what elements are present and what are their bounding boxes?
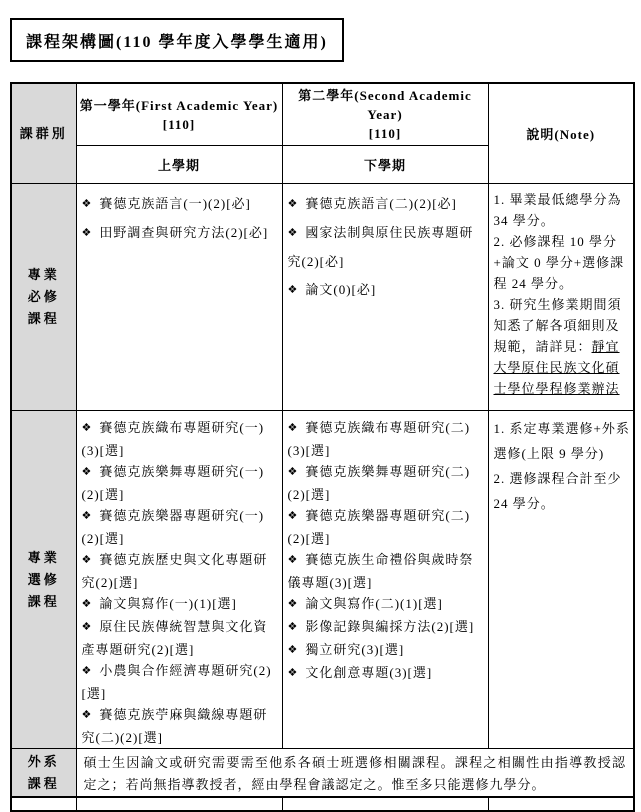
course-text: 文化創意專題(3)[選] — [305, 665, 433, 680]
diamond-bullet-icon: ❖ — [81, 554, 93, 566]
course-text: 國家法制與原住民族專題研究(2)[必] — [287, 225, 474, 269]
header-year1-title: 第一學年(First Academic Year) — [79, 97, 279, 113]
diamond-bullet-icon: ❖ — [81, 198, 93, 210]
diamond-bullet-icon: ❖ — [81, 709, 93, 721]
course-item — [288, 639, 486, 662]
diamond-bullet-icon: ❖ — [287, 510, 299, 522]
header-year2 — [282, 83, 488, 146]
course-item — [82, 417, 280, 461]
required-row-label — [11, 184, 76, 411]
course-text: 小農與合作經濟專題研究(2)[選] — [81, 663, 272, 701]
course-item — [288, 593, 486, 616]
header-row-year — [11, 83, 634, 146]
course-item — [288, 190, 486, 219]
course-item — [288, 219, 486, 276]
diamond-bullet-icon: ❖ — [287, 227, 299, 239]
clipped-cell — [11, 797, 76, 811]
course-item — [82, 660, 280, 704]
header-year2-title: 第二學年(Second Academic Year) — [298, 88, 472, 122]
header-sem2 — [282, 146, 488, 184]
course-item — [82, 704, 280, 748]
course-text: 賽德克族樂舞專題研究(二)(2)[選] — [287, 464, 471, 502]
header-course-group-label: 課群別 — [19, 125, 68, 141]
required-label-line: 專業 — [27, 267, 60, 282]
header-course-group — [11, 83, 76, 184]
course-text: 賽德克族語言(一)(2)[必] — [99, 196, 251, 211]
course-text: 賽德克族織布專題研究(一)(3)[選] — [81, 420, 265, 458]
header-sem1 — [76, 146, 282, 184]
page-title: 課程架構圖(110 學年度入學學生適用) — [10, 18, 344, 62]
required-label-line: 必修 — [27, 289, 60, 304]
diamond-bullet-icon: ❖ — [81, 422, 93, 434]
course-item — [288, 417, 486, 461]
course-item — [82, 549, 280, 593]
header-note — [488, 83, 634, 184]
course-text: 賽德克族織布專題研究(二)(3)[選] — [287, 420, 471, 458]
clipped-cell — [76, 797, 282, 811]
course-item — [82, 190, 280, 219]
diamond-bullet-icon: ❖ — [81, 510, 93, 522]
note-item: 1. 系定專業選修+外系選修(上限 9 學分) — [493, 421, 630, 461]
diamond-bullet-icon: ❖ — [287, 621, 299, 633]
course-text: 賽德克族樂器專題研究(二)(2)[選] — [287, 508, 471, 546]
note-text: 3. 研究生修業期間須知悉了解各項細則及規範，請詳見： — [493, 297, 622, 354]
course-text: 論文與寫作(一)(1)[選] — [99, 596, 237, 611]
course-text: 賽德克族樂器專題研究(一)(2)[選] — [81, 508, 265, 546]
course-item — [288, 276, 486, 305]
course-item — [82, 505, 280, 549]
elective-label-line: 課程 — [27, 593, 60, 609]
course-text: 田野調查與研究方法(2)[必] — [99, 225, 269, 240]
course-item — [288, 505, 486, 549]
external-text-cell: 碩士生因論文或研究需要需至他系各碩士班選修相關課程。課程之相關性由指導教授認定之；若尚無指導教授者，經由學程會議認定之。惟至多只能選修九學分。 — [76, 749, 634, 798]
row-external-courses — [11, 749, 634, 798]
header-note-label: 說明(Note) — [526, 127, 596, 142]
elective-sem1-cell — [76, 411, 282, 749]
course-item — [288, 549, 486, 593]
note-item: 1. 畢業最低總學分為 34 學分。 — [493, 192, 622, 228]
course-text: 賽德克族苧麻與織線專題研究(二)(2)[選] — [81, 707, 268, 745]
diamond-bullet-icon: ❖ — [287, 644, 299, 656]
clipped-cell — [488, 797, 634, 811]
row-elective-courses — [11, 411, 634, 749]
course-item — [288, 616, 486, 639]
diamond-bullet-icon: ❖ — [81, 621, 93, 633]
diamond-bullet-icon: ❖ — [287, 284, 299, 296]
course-text: 獨立研究(3)[選] — [305, 642, 405, 657]
header-sem2-label: 下學期 — [363, 158, 406, 173]
diamond-bullet-icon: ❖ — [81, 598, 93, 610]
course-item — [288, 461, 486, 505]
course-text: 賽德克族樂舞專題研究(一)(2)[選] — [81, 464, 265, 502]
regulation-link[interactable]: 靜宜大學原住民族文化碩士學位學程修業辦法 — [493, 339, 620, 396]
header-year2-code: [110] — [368, 126, 402, 141]
elective-row-label — [11, 411, 76, 749]
note-item: 2. 必修課程 10 學分+論文 0 學分+選修課程 24 學分。 — [493, 234, 625, 291]
course-structure-table — [10, 82, 635, 812]
required-notes-cell — [488, 184, 634, 411]
diamond-bullet-icon: ❖ — [287, 466, 299, 478]
elective-sem2-cell — [282, 411, 488, 749]
clipped-cell — [282, 797, 488, 811]
diamond-bullet-icon: ❖ — [81, 665, 93, 677]
diamond-bullet-icon: ❖ — [287, 422, 299, 434]
course-text: 賽德克族生命禮俗與歲時祭儀專題(3)[選] — [287, 552, 474, 590]
diamond-bullet-icon: ❖ — [81, 227, 93, 239]
clipped-next-row — [11, 797, 634, 811]
course-item — [82, 616, 280, 660]
course-text: 論文與寫作(二)(1)[選] — [305, 596, 443, 611]
diamond-bullet-icon: ❖ — [287, 198, 299, 210]
external-row-label — [11, 749, 76, 798]
elective-label-line: 選修 — [27, 571, 60, 587]
external-label-line: 外系 — [27, 753, 60, 769]
header-year1 — [76, 83, 282, 146]
required-sem2-cell — [282, 184, 488, 411]
row-required-courses — [11, 184, 634, 411]
diamond-bullet-icon: ❖ — [287, 554, 299, 566]
elective-notes-cell — [488, 411, 634, 749]
course-text: 原住民族傳統智慧與文化資產專題研究(2)[選] — [81, 619, 268, 657]
course-item — [82, 593, 280, 616]
diamond-bullet-icon: ❖ — [287, 598, 299, 610]
diamond-bullet-icon: ❖ — [81, 466, 93, 478]
header-year1-code: [110] — [162, 116, 196, 132]
diamond-bullet-icon: ❖ — [287, 667, 299, 679]
course-text: 賽德克族語言(二)(2)[必] — [305, 196, 457, 211]
course-text: 賽德克族歷史與文化專題研究(2)[選] — [81, 552, 268, 590]
elective-label-line: 專業 — [27, 549, 60, 565]
header-sem1-label: 上學期 — [157, 158, 200, 173]
course-item — [82, 219, 280, 248]
course-item — [288, 662, 486, 685]
course-text: 影像記錄與編採方法(2)[選] — [305, 619, 475, 634]
course-text: 論文(0)[必] — [305, 282, 377, 297]
note-item — [494, 294, 632, 399]
note-item: 2. 選修課程合計至少 24 學分。 — [493, 471, 622, 511]
required-sem1-cell — [76, 184, 282, 411]
external-label-line: 課程 — [27, 775, 60, 791]
course-item — [82, 461, 280, 505]
required-label-line: 課程 — [27, 311, 60, 326]
